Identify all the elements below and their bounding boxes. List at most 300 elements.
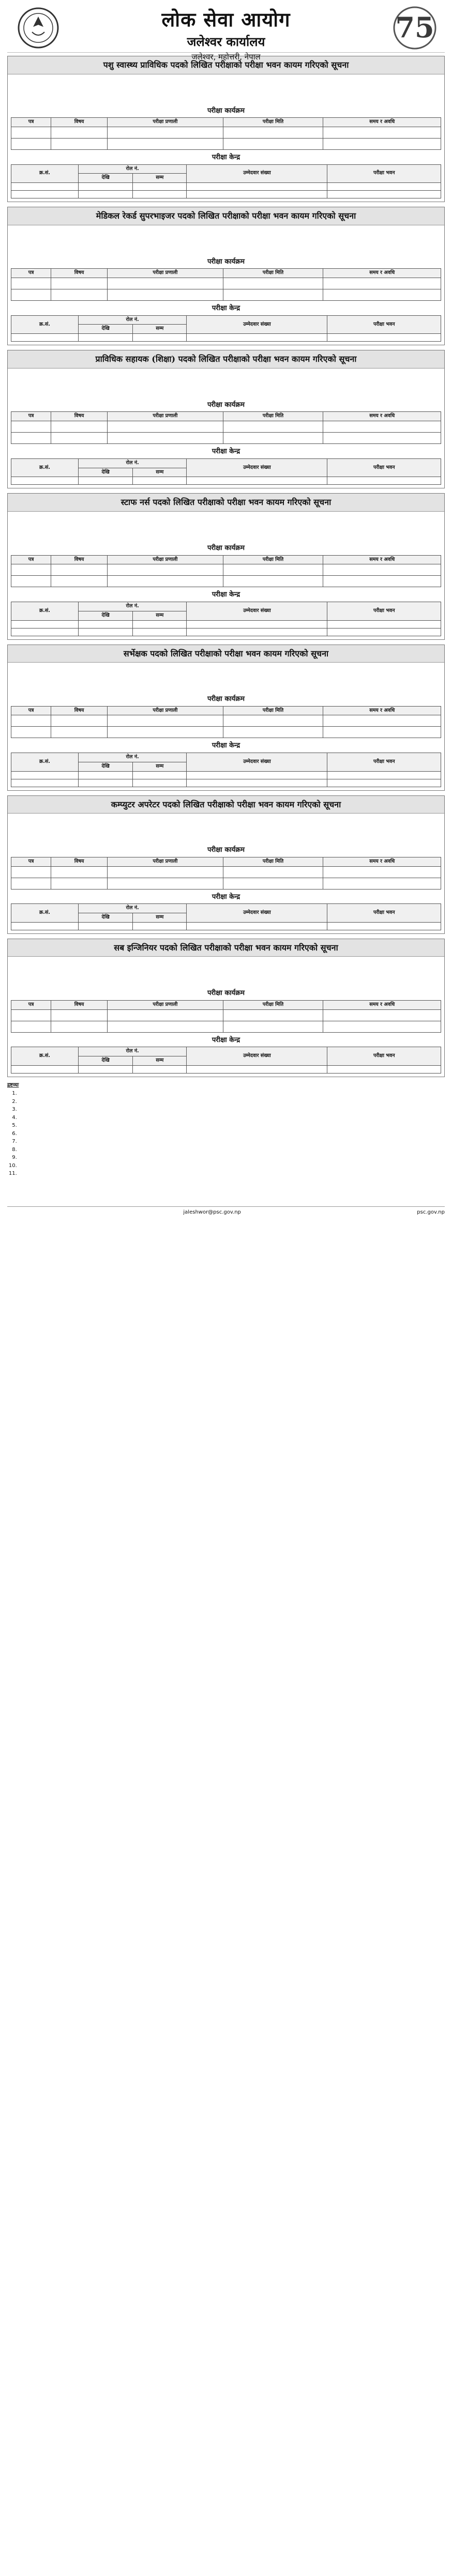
table-row [11,576,441,587]
table-header-cell: उम्मेदवार संख्या [187,1047,327,1066]
contact-web[interactable]: psc.gov.np [417,1209,445,1215]
table-cell [78,628,132,636]
exam-centre-table [11,753,441,787]
exam-notice [7,493,445,639]
table-header-row [11,904,441,913]
table-cell [323,138,441,149]
table-cell [187,334,327,342]
table-header-cell: परीक्षा भवन [327,753,441,772]
table-header-cell: विषय [51,269,108,278]
notice-body [11,85,441,103]
table-cell [223,433,323,444]
table-cell [78,620,132,628]
table-cell [108,289,223,301]
table-header-row [11,458,441,468]
table-cell [11,564,51,576]
note-item [19,1138,445,1145]
table-cell [11,138,51,149]
table-cell [108,1009,223,1021]
table-row [11,620,441,628]
table-cell [11,191,79,198]
exam-notice [7,645,445,791]
table-header-cell: परीक्षा प्रणाली [108,118,223,127]
table-cell [327,191,441,198]
table-cell [223,564,323,576]
table-header-cell: परीक्षा भवन [327,904,441,923]
exam-centre-heading: परीक्षा केन्द्र [212,591,240,599]
table-header-row [11,602,441,611]
exam-centre-table [11,1047,441,1074]
table-header-cell: देखि [78,325,132,334]
table-row [11,1021,441,1032]
table-header-cell: देखि [78,762,132,771]
table-cell [11,922,79,930]
table-header-cell: देखि [78,174,132,183]
table-cell [327,628,441,636]
table-row [11,278,441,289]
note-item [19,1098,445,1106]
exam-programme-heading: परीक्षा कार्यक्रम [207,257,245,266]
note-item [19,1130,445,1138]
org-name: लोक सेवा आयोग [161,8,291,31]
table-cell [323,289,441,301]
table-cell [11,628,79,636]
table-cell [11,421,51,433]
table-cell [11,1065,79,1073]
table-header-cell: परीक्षा मिति [223,706,323,715]
table-cell [78,779,132,787]
table-header-cell: क्र.सं. [11,753,79,772]
table-header-cell: उम्मेदवार संख्या [187,602,327,620]
table-header-cell: सम्म [133,1056,187,1066]
exam-notice [7,56,445,202]
notice-reference [11,76,441,83]
table-header-cell: क्र.सं. [11,602,79,620]
table-header-row [11,315,441,325]
table-cell [108,564,223,576]
table-cell [51,433,108,444]
table-header-cell: परीक्षा भवन [327,458,441,477]
table-cell [78,771,132,779]
table-header-row [11,753,441,762]
table-header-cell: परीक्षा भवन [327,1047,441,1066]
notice-body [11,967,441,986]
table-cell [323,878,441,889]
table-header-cell: रोल नं. [78,602,186,611]
table-header-cell: क्र.सं. [11,904,79,923]
table-cell [187,183,327,191]
table-cell [11,433,51,444]
table-cell [187,191,327,198]
table-header-cell: समय र अवधि [323,412,441,421]
table-header-cell: पत्र [11,412,51,421]
table-cell [108,1021,223,1032]
notice-title: सब इन्जिनियर पदको लिखित परीक्षाको परीक्षा भवन कायम गरिएको सूचना [8,939,444,957]
table-cell [11,127,51,138]
table-row [11,334,441,342]
table-cell [51,1021,108,1032]
exam-programme-heading: परीक्षा कार्यक्रम [207,695,245,703]
table-cell [51,289,108,301]
table-header-cell: सम्म [133,762,187,771]
table-header-cell: विषय [51,1000,108,1009]
table-header-cell: पत्र [11,555,51,564]
exam-notice [7,350,445,488]
exam-programme-heading: परीक्षा कार्यक्रम [207,401,245,409]
note-item [19,1162,445,1170]
table-header-cell: समय र अवधि [323,555,441,564]
table-cell [327,477,441,485]
exam-centre-heading: परीक्षा केन्द्र [212,1036,240,1044]
table-cell [11,727,51,738]
exam-centre-table [11,903,441,930]
table-header-row [11,857,441,866]
table-cell [108,421,223,433]
contact-bar [7,1206,445,1216]
signature-right [312,1187,441,1201]
note-item [19,1154,445,1161]
note-item [19,1106,445,1113]
notice-body [11,236,441,254]
office-name: जलेश्वर कार्यालय [187,34,265,50]
table-row [11,564,441,576]
contact-email[interactable]: jaleshwor@psc.gov.np [183,1209,241,1215]
notes-title: द्रष्टव्यः [7,1082,19,1088]
table-header-cell: उम्मेदवार संख्या [187,458,327,477]
table-header-cell: परीक्षा प्रणाली [108,269,223,278]
notice-reference [11,514,441,520]
table-header-cell: उम्मेदवार संख्या [187,904,327,923]
table-row [11,127,441,138]
notice-title: मेडिकल रेकर्ड सुपरभाइजर पदको लिखित परीक्षाको परीक्षा भवन कायम गरिएको सूचना [8,207,444,225]
exam-programme-table [11,857,441,890]
table-header-cell: रोल नं. [78,1047,186,1056]
table-row [11,922,441,930]
table-cell [78,191,132,198]
table-cell [327,922,441,930]
table-header-cell: क्र.सं. [11,315,79,334]
table-header-cell: देखि [78,1056,132,1066]
exam-programme-table [11,117,441,150]
table-header-cell: देखि [78,611,132,620]
table-cell [187,1065,327,1073]
table-row [11,1065,441,1073]
table-cell [11,715,51,727]
table-header-cell: सम्म [133,468,187,477]
exam-notice [7,939,445,1077]
table-cell [51,138,108,149]
table-cell [78,183,132,191]
table-header-cell: उम्मेदवार संख्या [187,164,327,183]
table-cell [51,727,108,738]
table-header-cell: पत्र [11,706,51,715]
exam-programme-heading: परीक्षा कार्यक्रम [207,989,245,998]
table-header-cell: सम्म [133,325,187,334]
table-cell [11,183,79,191]
table-cell [108,727,223,738]
table-header-cell: परीक्षा प्रणाली [108,857,223,866]
anniversary-number: 75 [395,11,434,44]
table-row [11,715,441,727]
table-cell [223,878,323,889]
table-header-cell: उम्मेदवार संख्या [187,315,327,334]
exam-programme-table [11,268,441,301]
table-cell [223,715,323,727]
table-cell [187,771,327,779]
notes-list [7,1090,445,1177]
exam-centre-heading: परीक्षा केन्द्र [212,304,240,313]
table-header-cell: परीक्षा मिति [223,555,323,564]
notice-title: कम्प्युटर अपरेटर पदको लिखित परीक्षाको परीक्षा भवन कायम गरिएको सूचना [8,796,444,814]
table-header-cell: रोल नं. [78,164,186,174]
table-header-cell: पत्र [11,269,51,278]
table-cell [323,278,441,289]
table-cell [51,127,108,138]
table-cell [11,620,79,628]
office-address: जलेश्वर, महोत्तरी, नेपाल [191,52,261,62]
exam-centre-table [11,602,441,636]
table-row [11,628,441,636]
table-cell [223,1009,323,1021]
table-cell [51,564,108,576]
table-header-row [11,555,441,564]
table-header-cell: रोल नं. [78,458,186,468]
table-row [11,866,441,878]
table-header-row [11,164,441,174]
table-cell [327,620,441,628]
table-cell [323,421,441,433]
table-cell [323,1021,441,1032]
exam-programme-heading: परीक्षा कार्यक्रम [207,106,245,115]
table-cell [323,715,441,727]
table-cell [11,576,51,587]
table-cell [133,779,187,787]
exam-programme-table [11,706,441,739]
table-cell [108,138,223,149]
table-row [11,191,441,198]
exam-centre-heading: परीक्षा केन्द्र [212,893,240,901]
table-row [11,878,441,889]
table-cell [327,183,441,191]
note-item [19,1146,445,1154]
table-header-cell: विषय [51,118,108,127]
table-cell [223,278,323,289]
table-cell [327,1065,441,1073]
table-cell [51,576,108,587]
table-cell [11,477,79,485]
notice-body [11,824,441,842]
table-header-cell: उम्मेदवार संख्या [187,753,327,772]
table-header-cell: परीक्षा मिति [223,857,323,866]
table-cell [11,779,79,787]
table-cell [323,127,441,138]
table-header-cell: परीक्षा मिति [223,412,323,421]
table-row [11,138,441,149]
table-header-cell: क्र.सं. [11,1047,79,1066]
signature-middle [162,1187,291,1201]
table-header-cell: समय र अवधि [323,857,441,866]
table-header-cell: परीक्षा प्रणाली [108,1000,223,1009]
table-header-cell: रोल नं. [78,904,186,913]
notice-reference [11,371,441,377]
table-cell [223,1021,323,1032]
exam-notice [7,207,445,345]
table-cell [11,289,51,301]
signatures [7,1187,445,1201]
table-row [11,183,441,191]
table-cell [223,127,323,138]
table-cell [133,620,187,628]
table-row [11,477,441,485]
notice-body [11,379,441,397]
table-cell [11,334,79,342]
table-header-cell: क्र.सं. [11,458,79,477]
notice-title: प्राविधिक सहायक (शिक्षा) पदको लिखित परीक्षाको परीक्षा भवन कायम गरिएको सूचना [8,350,444,369]
table-cell [133,771,187,779]
table-cell [51,421,108,433]
table-header-cell: देखि [78,468,132,477]
exam-centre-heading: परीक्षा केन्द्र [212,153,240,161]
table-cell [78,922,132,930]
table-cell [11,1021,51,1032]
table-cell [78,477,132,485]
table-cell [327,771,441,779]
table-header-row [11,118,441,127]
notice-title: स्टाफ नर्स पदको लिखित परीक्षाको परीक्षा भवन कायम गरिएको सूचना [8,494,444,512]
notice-reference [11,959,441,965]
notice-reference [11,816,441,822]
notice-body [11,522,441,541]
table-cell [108,866,223,878]
table-cell [223,727,323,738]
exam-programme-table [11,1000,441,1033]
table-cell [327,334,441,342]
table-cell [223,138,323,149]
table-cell [133,628,187,636]
table-cell [108,127,223,138]
table-cell [223,866,323,878]
table-row [11,1009,441,1021]
table-cell [51,866,108,878]
table-cell [108,715,223,727]
anniversary-logo-icon [392,5,438,51]
table-cell [133,334,187,342]
table-header-cell: समय र अवधि [323,118,441,127]
table-header-cell: पत्र [11,1000,51,1009]
table-cell [51,278,108,289]
signature-left [11,1187,140,1201]
table-cell [187,922,327,930]
table-header-cell: विषय [51,706,108,715]
table-cell [223,421,323,433]
table-header-cell: रोल नं. [78,753,186,762]
exam-programme-heading: परीक्षा कार्यक्रम [207,846,245,854]
table-header-cell: परीक्षा प्रणाली [108,555,223,564]
table-header-cell: परीक्षा भवन [327,602,441,620]
table-row [11,433,441,444]
table-header-cell: परीक्षा भवन [327,315,441,334]
table-header-cell: विषय [51,412,108,421]
table-cell [323,1009,441,1021]
table-cell [108,878,223,889]
table-cell [51,878,108,889]
exam-centre-table [11,458,441,485]
table-cell [108,278,223,289]
table-cell [323,433,441,444]
table-cell [108,433,223,444]
exam-programme-table [11,555,441,588]
table-cell [11,1009,51,1021]
table-header-row [11,412,441,421]
table-header-row [11,1047,441,1056]
table-header-cell: परीक्षा प्रणाली [108,706,223,715]
table-cell [223,289,323,301]
table-cell [133,922,187,930]
page-header [7,3,445,62]
exam-notice [7,795,445,934]
notice-title: सर्भेक्षक पदको लिखित परीक्षाको परीक्षा भवन कायम गरिएको सूचना [8,645,444,663]
notice-reference [11,665,441,671]
table-cell [11,278,51,289]
table-row [11,771,441,779]
table-header-cell: विषय [51,555,108,564]
table-row [11,421,441,433]
table-cell [323,866,441,878]
table-header-cell: देखि [78,913,132,922]
note-item [19,1090,445,1097]
notice-body [11,673,441,692]
exam-centre-table [11,315,441,342]
table-header-row [11,706,441,715]
exam-centre-table [11,164,441,199]
table-header-cell: सम्म [133,174,187,183]
table-cell [323,727,441,738]
table-cell [187,477,327,485]
table-header-cell: रोल नं. [78,315,186,325]
table-header-cell: समय र अवधि [323,1000,441,1009]
table-header-cell: पत्र [11,857,51,866]
table-header-cell: परीक्षा मिति [223,1000,323,1009]
table-cell [323,576,441,587]
table-cell [133,191,187,198]
note-item [19,1170,445,1177]
notice-list [7,56,445,1077]
table-cell [11,866,51,878]
table-header-cell: पत्र [11,118,51,127]
notice-title: पशु स्वास्थ्य प्राविधिक पदको लिखित परीक्षाको परीक्षा भवन कायम गरिएको सूचना [8,56,444,74]
table-cell [11,771,79,779]
table-cell [327,779,441,787]
table-header-cell: परीक्षा भवन [327,164,441,183]
table-cell [133,1065,187,1073]
table-cell [187,779,327,787]
table-header-cell: समय र अवधि [323,706,441,715]
table-header-cell: सम्म [133,611,187,620]
exam-programme-table [11,411,441,444]
notice-reference [11,227,441,234]
table-header-cell: परीक्षा मिति [223,269,323,278]
table-cell [323,564,441,576]
table-row [11,727,441,738]
exam-centre-heading: परीक्षा केन्द्र [212,448,240,456]
table-cell [133,183,187,191]
exam-centre-heading: परीक्षा केन्द्र [212,742,240,750]
table-cell [223,576,323,587]
table-header-cell: विषय [51,857,108,866]
table-header-cell: परीक्षा प्रणाली [108,412,223,421]
table-header-cell: परीक्षा मिति [223,118,323,127]
table-header-row [11,1000,441,1009]
